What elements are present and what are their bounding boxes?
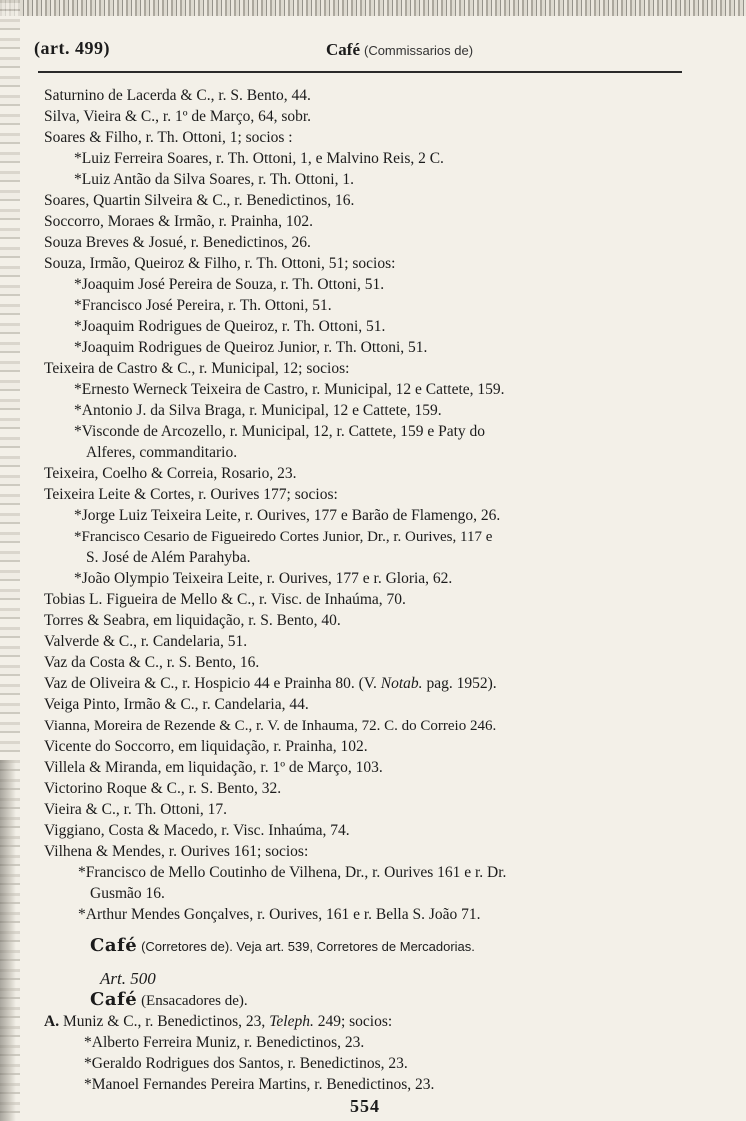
list-item: Vianna, Moreira de Rezende & C., r. V. de Inhauma, 72. C. do Correio 246. xyxy=(44,718,497,734)
list-item: Teixeira, Coelho & Correia, Rosario, 23. xyxy=(44,465,297,482)
list-item: Vilhena & Mendes, r. Ourives 161; socios: xyxy=(44,843,309,860)
list-item: Vicente do Soccorro, em liquidação, r. Prainha, 102. xyxy=(44,738,368,755)
section-subtitle: (Commissarios de) xyxy=(363,43,474,58)
list-item: *Visconde de Arcozello, r. Municipal, 12, r. Cattete, 159 e Paty do xyxy=(74,423,486,440)
list-item: Soares & Filho, r. Th. Ottoni, 1; socios : xyxy=(44,129,293,146)
list-item: *João Olympio Teixeira Leite, r. Ourives, 177 e r. Gloria, 62. xyxy=(74,570,453,587)
page-number: 554 xyxy=(350,1096,380,1116)
list-item: *Antonio J. da Silva Braga, r. Municipal, 12 e Cattete, 159. xyxy=(74,402,442,419)
list-item: S. José de Além Parahyba. xyxy=(86,549,251,566)
list-item: Saturnino de Lacerda & C., r. S. Bento, 44. xyxy=(44,87,311,104)
list-item xyxy=(44,1012,392,1032)
page-top-edge xyxy=(0,0,746,16)
list-item: Valverde & C., r. Candelaria, 51. xyxy=(44,633,248,650)
list-item: *Francisco Cesario de Figueiredo Cortes Junior, Dr., r. Ourives, 117 e xyxy=(74,529,493,545)
list-item: *Ernesto Werneck Teixeira de Castro, r. Municipal, 12 e Cattete, 159. xyxy=(74,381,505,398)
list-item-tail: 249; socios: xyxy=(317,1013,393,1030)
list-item: *Manoel Fernandes Pereira Martins, r. Benedictinos, 23. xyxy=(84,1076,435,1093)
list-item: Soccorro, Moraes & Irmão, r. Prainha, 102. xyxy=(44,213,314,230)
list-item: Torres & Seabra, em liquidação, r. S. Bento, 40. xyxy=(44,612,341,629)
list-item: Souza Breves & Josué, r. Benedictinos, 26. xyxy=(44,234,311,251)
list-item: *Geraldo Rodrigues dos Santos, r. Benedictinos, 23. xyxy=(84,1055,408,1072)
list-item: *Arthur Mendes Gonçalves, r. Ourives, 161 e r. Bella S. João 71. xyxy=(78,906,481,923)
list-item: *Luiz Ferreira Soares, r. Th. Ottoni, 1, e Malvino Reis, 2 C. xyxy=(74,150,444,167)
article-500-heading xyxy=(90,990,248,1010)
article-number: (art. 499) xyxy=(34,38,110,58)
list-item: *Luiz Antão da Silva Soares, r. Th. Ottoni, 1. xyxy=(74,171,354,188)
list-item: Teixeira Leite & Cortes, r. Ourives 177; socios: xyxy=(44,486,338,503)
list-item: Vaz da Costa & C., r. S. Bento, 16. xyxy=(44,654,260,671)
list-item: *Joaquim José Pereira de Souza, r. Th. Ottoni, 51. xyxy=(74,276,385,293)
cross-reference xyxy=(90,936,475,956)
list-item-marker: A. xyxy=(44,1013,60,1030)
list-item: Gusmão 16. xyxy=(90,885,165,902)
list-item: Tobias L. Figueira de Mello & C., r. Visc. de Inhaúma, 70. xyxy=(44,591,406,608)
list-item: Vieira & C., r. Th. Ottoni, 17. xyxy=(44,801,228,818)
list-item: Soares, Quartin Silveira & C., r. Benedictinos, 16. xyxy=(44,192,355,209)
list-item-text: Vaz de Oliveira & C., r. Hospicio 44 e Prainha 80. (V. xyxy=(44,675,377,692)
list-item xyxy=(44,674,497,694)
list-item: Viggiano, Costa & Macedo, r. Visc. Inhaúma, 74. xyxy=(44,822,350,839)
cross-reference-title: Café xyxy=(90,935,138,956)
page-binding-shadow xyxy=(0,760,16,1121)
section-title xyxy=(326,40,473,60)
header-rule xyxy=(38,71,682,73)
list-item-tail: pag. 1952). xyxy=(426,675,497,692)
list-item: Teixeira de Castro & C., r. Municipal, 12; socios: xyxy=(44,360,350,377)
list-item-reference: Notab. xyxy=(380,675,423,692)
list-item: *Jorge Luiz Teixeira Leite, r. Ourives, 177 e Barão de Flamengo, 26. xyxy=(74,507,501,524)
cross-reference-note: (Corretores de). Veja art. 539, Corretores de Mercadorias. xyxy=(141,939,475,954)
list-item: Silva, Vieira & C., r. 1º de Março, 64, sobr. xyxy=(44,108,312,125)
list-item: *Joaquim Rodrigues de Queiroz, r. Th. Ottoni, 51. xyxy=(74,318,386,335)
list-item: *Francisco José Pereira, r. Th. Ottoni, 51. xyxy=(74,297,332,314)
article-500-title: Café xyxy=(90,989,138,1010)
article-500-label: Art. 500 xyxy=(100,969,156,988)
list-item: Villela & Miranda, em liquidação, r. 1º de Março, 103. xyxy=(44,759,383,776)
list-item: *Joaquim Rodrigues de Queiroz Junior, r. Th. Ottoni, 51. xyxy=(74,339,428,356)
page-header xyxy=(34,34,682,64)
list-item: *Francisco de Mello Coutinho de Vilhena, Dr., r. Ourives 161 e r. Dr. xyxy=(78,864,507,881)
list-item: Alferes, commanditario. xyxy=(86,444,238,461)
list-item: *Alberto Ferreira Muniz, r. Benedictinos, 23. xyxy=(84,1034,365,1051)
list-item-phone-label: Teleph. xyxy=(269,1013,314,1030)
list-item: Veiga Pinto, Irmão & C., r. Candelaria, 44. xyxy=(44,696,309,713)
section-name: Café xyxy=(326,40,360,59)
article-500-subtitle: (Ensacadores de). xyxy=(141,993,248,1009)
list-item: Victorino Roque & C., r. S. Bento, 32. xyxy=(44,780,282,797)
list-item: Souza, Irmão, Queiroz & Filho, r. Th. Ottoni, 51; socios: xyxy=(44,255,396,272)
list-item-text: Muniz & C., r. Benedictinos, 23, xyxy=(62,1013,266,1030)
